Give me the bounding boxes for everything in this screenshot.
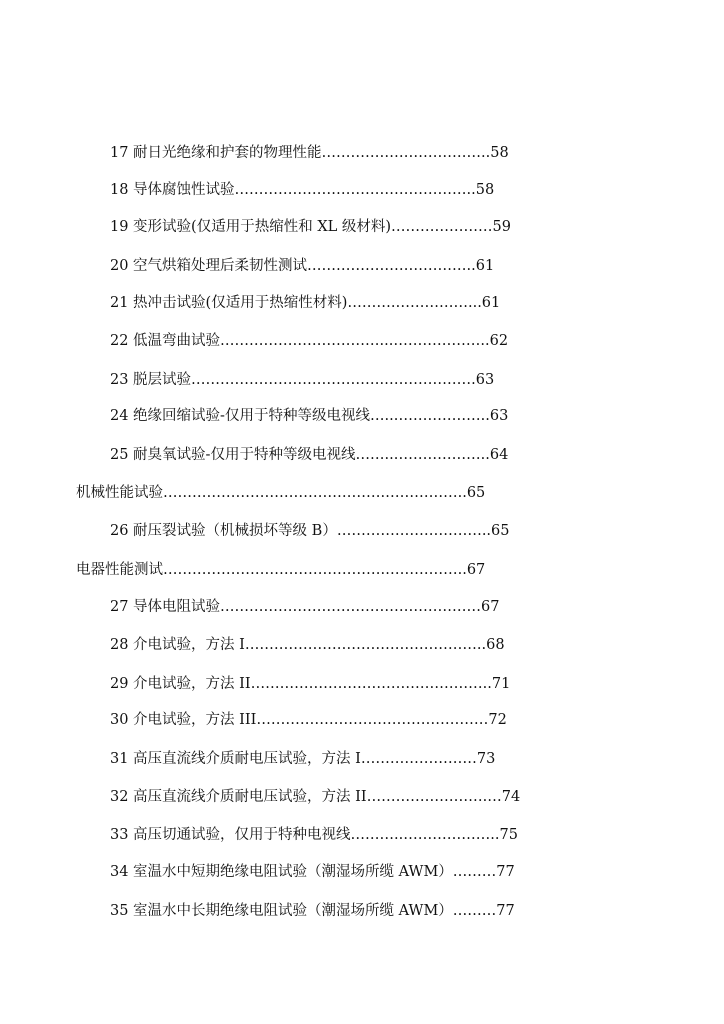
toc-entry-text: 20 空气烘箱处理后柔韧性测试……………………………..61 bbox=[110, 258, 495, 274]
toc-entry bbox=[110, 595, 570, 619]
toc-entry-text: 18 导体腐蚀性试验…………………………………………..58 bbox=[110, 182, 495, 198]
toc-entry-text: 30 介电试验，方法 III…………………………………………72 bbox=[110, 712, 507, 728]
toc-entry bbox=[110, 178, 570, 202]
toc-entry-text: 17 耐日光绝缘和护套的物理性能……………………………..58 bbox=[110, 145, 509, 161]
toc-entry-text: 35 室温水中长期绝缘电阻试验（潮湿场所缆 AWM）………77 bbox=[110, 903, 515, 919]
toc-entry bbox=[110, 329, 570, 353]
toc-entry bbox=[110, 747, 570, 771]
toc-entry-text: 23 脱层试验………………………………….……………….63 bbox=[110, 372, 495, 388]
toc-section-heading-text: 电器性能测试……………………………………….……………..67 bbox=[76, 562, 486, 578]
toc-entry bbox=[110, 254, 570, 278]
toc-entry bbox=[110, 215, 570, 239]
toc-entry bbox=[110, 141, 570, 165]
toc-entry bbox=[110, 404, 570, 428]
toc-entry-text: 31 高压直流线介质耐电压试验，方法 I……………………73 bbox=[110, 751, 496, 767]
toc-entry bbox=[110, 291, 570, 315]
toc-entry-text: 19 变形试验(仅适用于热缩性和 XL 级材料)…………………59 bbox=[110, 219, 511, 235]
toc-entry-text: 29 介电试验，方法 II…………………………………………..71 bbox=[110, 676, 511, 692]
toc-entry bbox=[110, 443, 570, 467]
toc-entry bbox=[110, 785, 570, 809]
toc-entry bbox=[110, 368, 570, 392]
toc-entry-text: 25 耐臭氧试验-仅用于特种等级电视线……..………………..64 bbox=[110, 447, 509, 463]
toc-entry-text: 24 绝缘回缩试验-仅用于特种等级电视线…..………………..63 bbox=[110, 408, 509, 424]
toc-entry bbox=[110, 899, 570, 923]
toc-entry bbox=[110, 708, 570, 732]
toc-entry-text: 34 室温水中短期绝缘电阻试验（潮湿场所缆 AWM）………77 bbox=[110, 864, 515, 880]
toc-entry bbox=[110, 823, 570, 847]
toc-entry bbox=[110, 860, 570, 884]
toc-section-heading-text: 机械性能试验……………………………………….……………..65 bbox=[76, 485, 486, 501]
toc-entry-text: 33 高压切通试验，仅用于特种电视线………..………………..75 bbox=[110, 827, 518, 843]
toc-section-heading bbox=[76, 481, 570, 505]
toc-entry-text: 28 介电试验，方法 I…………………………………………..68 bbox=[110, 637, 505, 653]
toc-entry-text: 22 低温弯曲试验……………………………...………………..62 bbox=[110, 333, 509, 349]
toc-entry bbox=[110, 519, 570, 543]
toc-section-heading bbox=[76, 558, 570, 582]
toc-entry-text: 26 耐压裂试验（机械损坏等级 B）…………………………..65 bbox=[110, 523, 510, 539]
toc-entry-text: 27 导体电阻试验………………………………………………67 bbox=[110, 599, 500, 615]
toc-entry bbox=[110, 633, 570, 657]
toc-entry bbox=[110, 672, 570, 696]
toc-entry-text: 21 热冲击试验(仅适用于热缩性材料)……….……………...61 bbox=[110, 295, 501, 311]
toc-entry-text: 32 高压直流线介质耐电压试验，方法 II…………………….…74 bbox=[110, 789, 521, 805]
